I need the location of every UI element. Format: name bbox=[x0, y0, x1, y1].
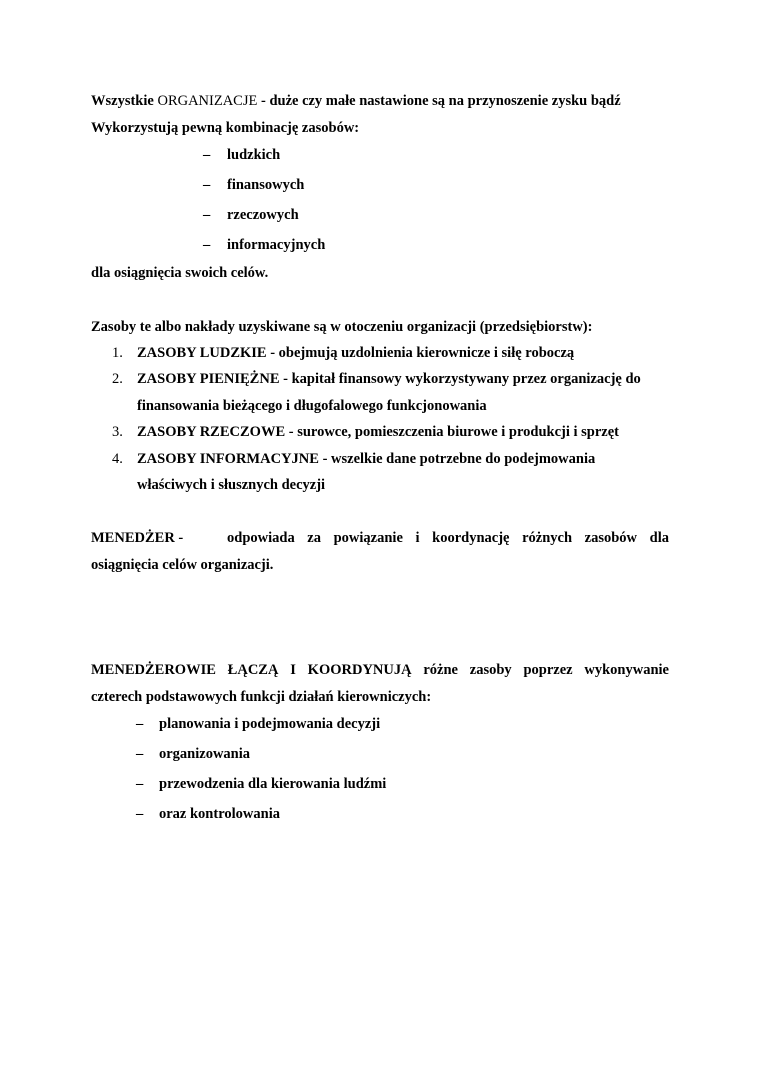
resource-label: finansowych bbox=[227, 177, 305, 193]
resource-label: rzeczowych bbox=[227, 207, 299, 223]
sources-heading: Zasoby te albo nakłady uzyskiwane są w otoczeniu organizacji (przedsiębiorstw): bbox=[91, 319, 593, 335]
dash-bullet-icon: – bbox=[136, 716, 144, 732]
dash-bullet-icon: – bbox=[136, 746, 144, 762]
source-item-material bbox=[137, 423, 669, 441]
source-desc: - wszelkie dane potrzebne do podejmowania bbox=[318, 451, 596, 467]
source-title: ZASOBY PIENIĘŻNE bbox=[137, 371, 280, 387]
source-desc: - obejmują uzdolnienia kierownicze i siłę roboczą bbox=[266, 345, 575, 361]
list-number: 4. bbox=[112, 451, 123, 467]
manager-definition: odpowiada za powiązanie i koordynację różnych zasobów dla bbox=[227, 530, 669, 546]
functions-heading: MENEDŻEROWIE ŁĄCZĄ I KOORDYNUJĄ różne zasoby poprzez wykonywanie bbox=[91, 662, 669, 678]
manager-label: MENEDŻER - bbox=[91, 530, 184, 546]
intro-line-2: Wykorzystują pewną kombinację zasobów: bbox=[91, 120, 360, 136]
organizations-keyword: ORGANIZACJE bbox=[157, 93, 258, 109]
manager-definition-cont: osiągnięcia celów organizacji. bbox=[91, 557, 274, 573]
source-desc: - kapitał finansowy wykorzystywany przez organizację do bbox=[279, 371, 641, 387]
resource-label: informacyjnych bbox=[227, 237, 326, 253]
source-desc: - surowce, pomieszczenia biurowe i produkcji i sprzęt bbox=[285, 424, 620, 440]
functions-heading-cont: czterech podstawowych funkcji działań kierowniczych: bbox=[91, 689, 432, 705]
dash-bullet-icon: – bbox=[203, 147, 211, 163]
dash-bullet-icon: – bbox=[136, 776, 144, 792]
dash-bullet-icon: – bbox=[203, 207, 211, 223]
source-item-continuation: finansowania bieżącego i długofalowego funkcjonowania bbox=[137, 398, 487, 414]
dash-bullet-icon: – bbox=[203, 177, 211, 193]
dash-bullet-icon: – bbox=[203, 237, 211, 253]
list-number: 3. bbox=[112, 424, 123, 440]
source-title: ZASOBY LUDZKIE bbox=[137, 345, 267, 361]
dash-bullet-icon: – bbox=[136, 806, 144, 822]
source-title: ZASOBY INFORMACYJNE bbox=[137, 451, 319, 467]
source-title: ZASOBY RZECZOWE bbox=[137, 424, 286, 440]
source-item-information bbox=[137, 450, 669, 468]
function-label: organizowania bbox=[159, 746, 251, 762]
function-label: przewodzenia dla kierowania ludźmi bbox=[159, 776, 387, 792]
function-label: planowania i podejmowania decyzji bbox=[159, 716, 381, 732]
list-number: 1. bbox=[112, 345, 123, 361]
source-item-human bbox=[137, 344, 669, 362]
intro-lead: Wszystkie bbox=[91, 93, 154, 109]
intro-line-1 bbox=[91, 92, 669, 110]
function-label: oraz kontrolowania bbox=[159, 806, 280, 822]
intro-rest: - duże czy małe nastawione są na przynoszenie zysku bądź bbox=[257, 93, 621, 109]
intro-closing: dla osiągnięcia swoich celów. bbox=[91, 265, 269, 281]
source-item-financial bbox=[137, 370, 669, 388]
list-number: 2. bbox=[112, 371, 123, 387]
resource-label: ludzkich bbox=[227, 147, 281, 163]
source-item-continuation: właściwych i słusznych decyzji bbox=[137, 477, 326, 493]
